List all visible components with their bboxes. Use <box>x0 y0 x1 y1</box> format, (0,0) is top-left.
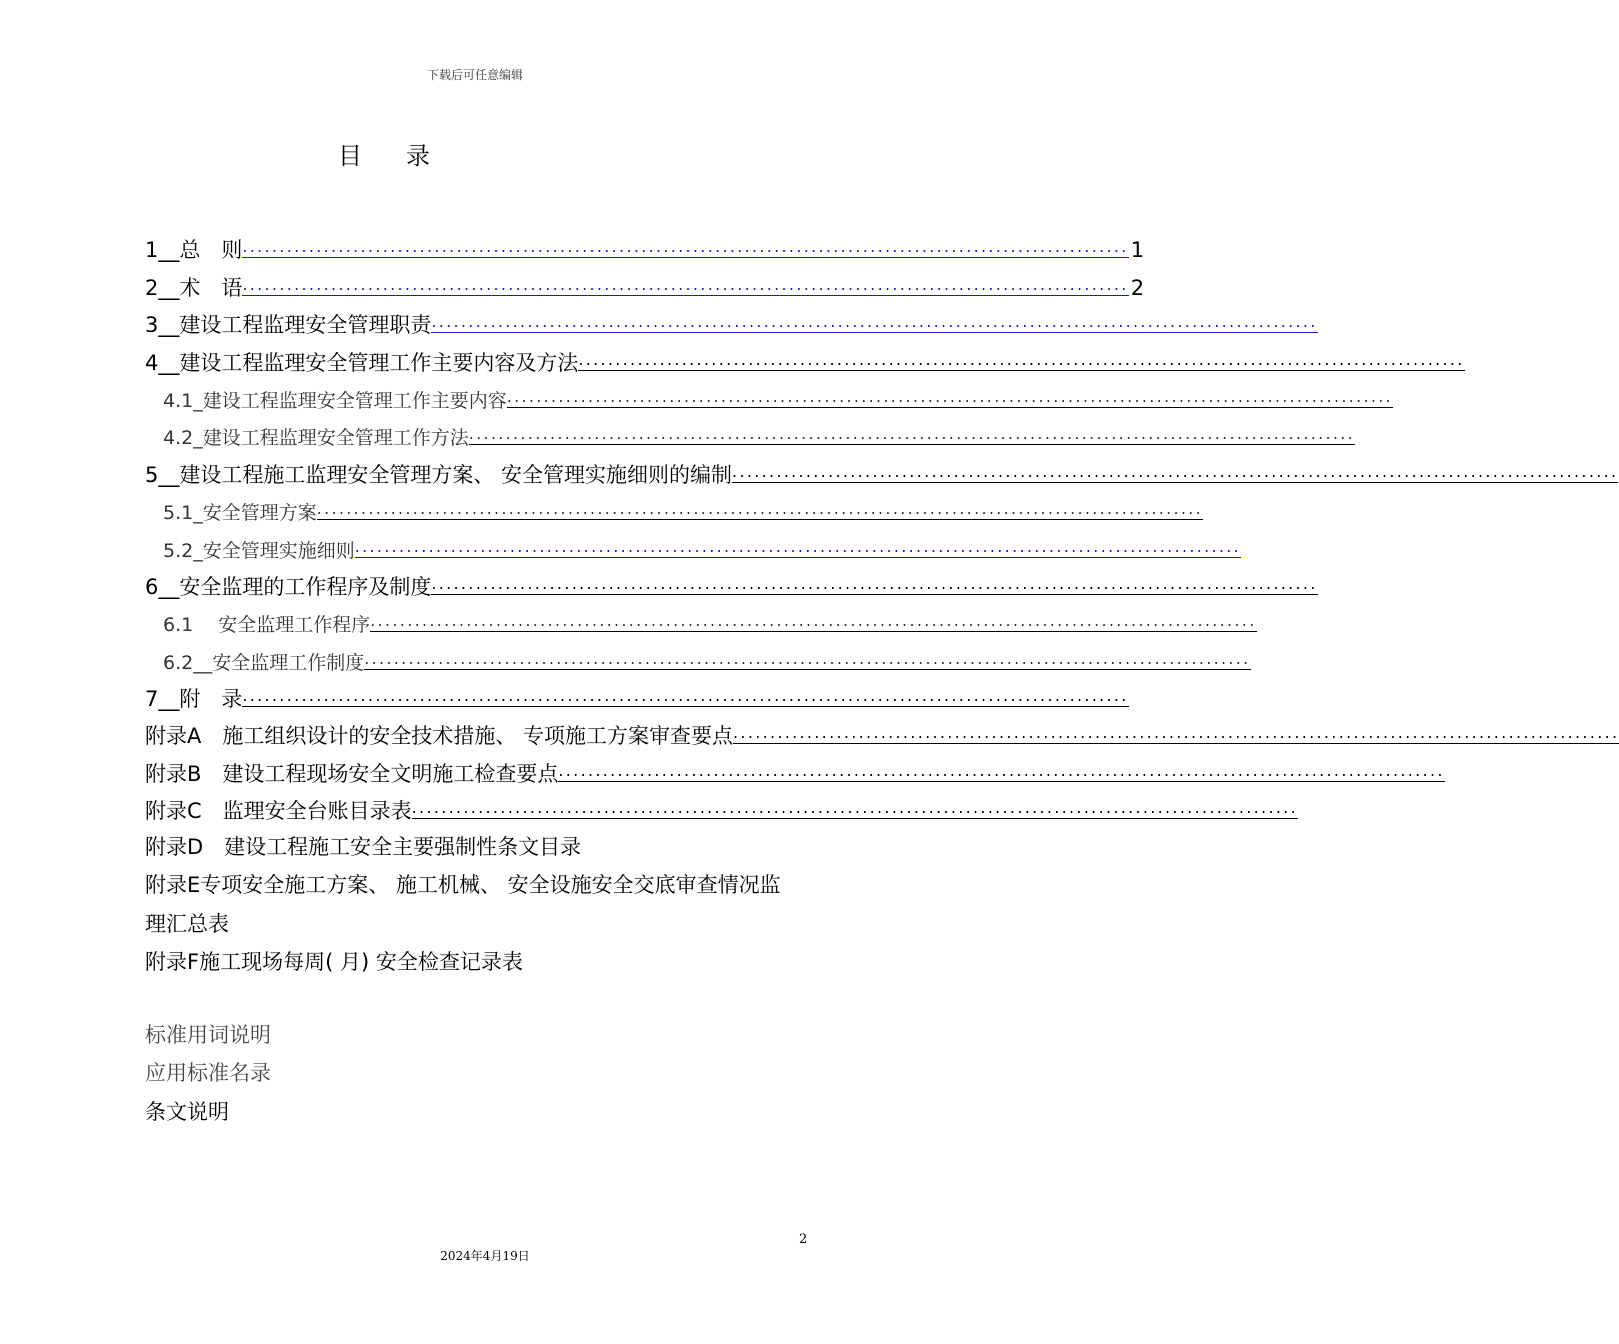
toc-entry[interactable] <box>145 710 1619 749</box>
toc-entry[interactable] <box>145 336 1465 375</box>
toc-entry-page: 1 <box>1130 238 1145 263</box>
toc-leader-dots: ........................................................................................................................ <box>242 237 1129 257</box>
toc-entry-label: 5.2_安全管理实施细则 <box>163 539 355 562</box>
toc-entry[interactable] <box>145 785 1298 824</box>
page-footer-date: 2024年4月19日 <box>440 1249 530 1263</box>
toc-entry-page: 2 <box>1130 275 1145 300</box>
toc-entry[interactable] <box>145 523 1242 562</box>
toc-entry-label: 7__附 录 <box>145 687 243 712</box>
toc-entry[interactable] <box>145 747 1445 786</box>
toc-entry[interactable] <box>145 374 1394 412</box>
toc-entry-label: 6.2__安全监理工作制度 <box>163 651 365 674</box>
page-number: 2 <box>799 1232 808 1247</box>
toc-entry[interactable] <box>145 486 1204 525</box>
toc-entry-label: 4__建设工程监理安全管理工作主要内容及方法 <box>145 350 579 375</box>
toc-entry[interactable] <box>145 299 1318 338</box>
toc-title <box>338 136 430 171</box>
toc-entry-label: 附录B 建设工程现场安全文明施工检查要点 <box>145 761 559 786</box>
toc-leader-dots: ........................................................................................................................ <box>506 386 1394 406</box>
toc-title-char-1: 目 <box>338 142 362 170</box>
toc-leader-dots: ........................................................................................................................ <box>242 274 1129 294</box>
extra-entry[interactable]: 标准用词说明 <box>145 1022 271 1047</box>
toc-leader-dots: ........................................................................................................................ <box>431 312 1318 332</box>
toc-leader-dots: ........................................................................................................................ <box>242 686 1129 706</box>
toc-entry-label: 4.2_建设工程监理安全管理工作方法 <box>163 427 469 450</box>
toc-entry-label: 3__建设工程监理安全管理职责 <box>145 313 432 338</box>
toc-entry-label: 5.1_安全管理方案 <box>163 502 317 525</box>
toc-entry[interactable] <box>145 224 1145 263</box>
toc-plain-entry[interactable]: 附录F施工现场每周( 月) 安全检查记录表 <box>145 950 523 975</box>
toc-plain-entry[interactable]: 附录D 建设工程施工安全主要强制性条文目录 <box>145 834 582 859</box>
toc-leader-dots: ........................................................................................................................ <box>431 573 1318 593</box>
toc-leader-dots: ........................................................................................................................ <box>468 424 1356 444</box>
toc-leader-dots: ........................................................................................................................ <box>411 798 1298 818</box>
toc-entry-label: 4.1_建设工程监理安全管理工作主要内容 <box>163 389 507 412</box>
toc-leader-dots: ........................................................................................................................ <box>316 499 1204 519</box>
toc-plain-entry[interactable]: 理汇总表 <box>145 911 229 936</box>
toc-entry[interactable] <box>145 261 1145 300</box>
toc-leader-dots: ........................................................................................................................ <box>558 760 1445 780</box>
toc-entry-label: 6.1 安全监理工作程序 <box>163 614 371 637</box>
toc-entry-label: 附录C 监理安全台账目录表 <box>145 799 412 824</box>
toc-entry[interactable] <box>145 448 1619 487</box>
page-header: 下载后可任意编辑 <box>426 68 523 82</box>
extra-entry[interactable]: 应用标准名录 <box>145 1061 271 1085</box>
toc-leader-dots: ........................................................................................................................ <box>578 349 1465 369</box>
toc-entry-label: 附录A 施工组织设计的安全技术措施、 专项施工方案审查要点 <box>145 724 734 749</box>
table-of-contents <box>145 224 1619 976</box>
toc-entry[interactable] <box>145 561 1318 599</box>
toc-entry[interactable] <box>145 598 1257 637</box>
toc-leader-dots: ........................................................................................................................ <box>354 536 1242 556</box>
toc-entry-label: 2__术 语 <box>145 275 243 300</box>
toc-entry[interactable] <box>145 411 1356 450</box>
toc-title-char-2: 录 <box>406 142 430 170</box>
toc-leader-dots: ........................................................................................................................ <box>370 611 1257 631</box>
extra-entries <box>145 1010 271 1126</box>
toc-entry-label: 1__总 则 <box>145 238 243 263</box>
toc-entry-label: 5__建设工程施工监理安全管理方案、 安全管理实施细则的编制 <box>145 462 733 487</box>
extra-entry[interactable]: 条文说明 <box>145 1099 229 1124</box>
toc-entry[interactable] <box>145 635 1251 674</box>
toc-leader-dots: ........................................................................................................................ <box>733 723 1619 743</box>
toc-entry-label: 6__安全监理的工作程序及制度 <box>145 574 432 599</box>
toc-entry[interactable] <box>145 673 1129 712</box>
toc-leader-dots: ........................................................................................................................ <box>732 461 1619 481</box>
toc-leader-dots: ........................................................................................................................ <box>364 648 1251 668</box>
toc-plain-entry[interactable]: 附录E专项安全施工方案、 施工机械、 安全设施安全交底审查情况监 <box>145 873 781 898</box>
